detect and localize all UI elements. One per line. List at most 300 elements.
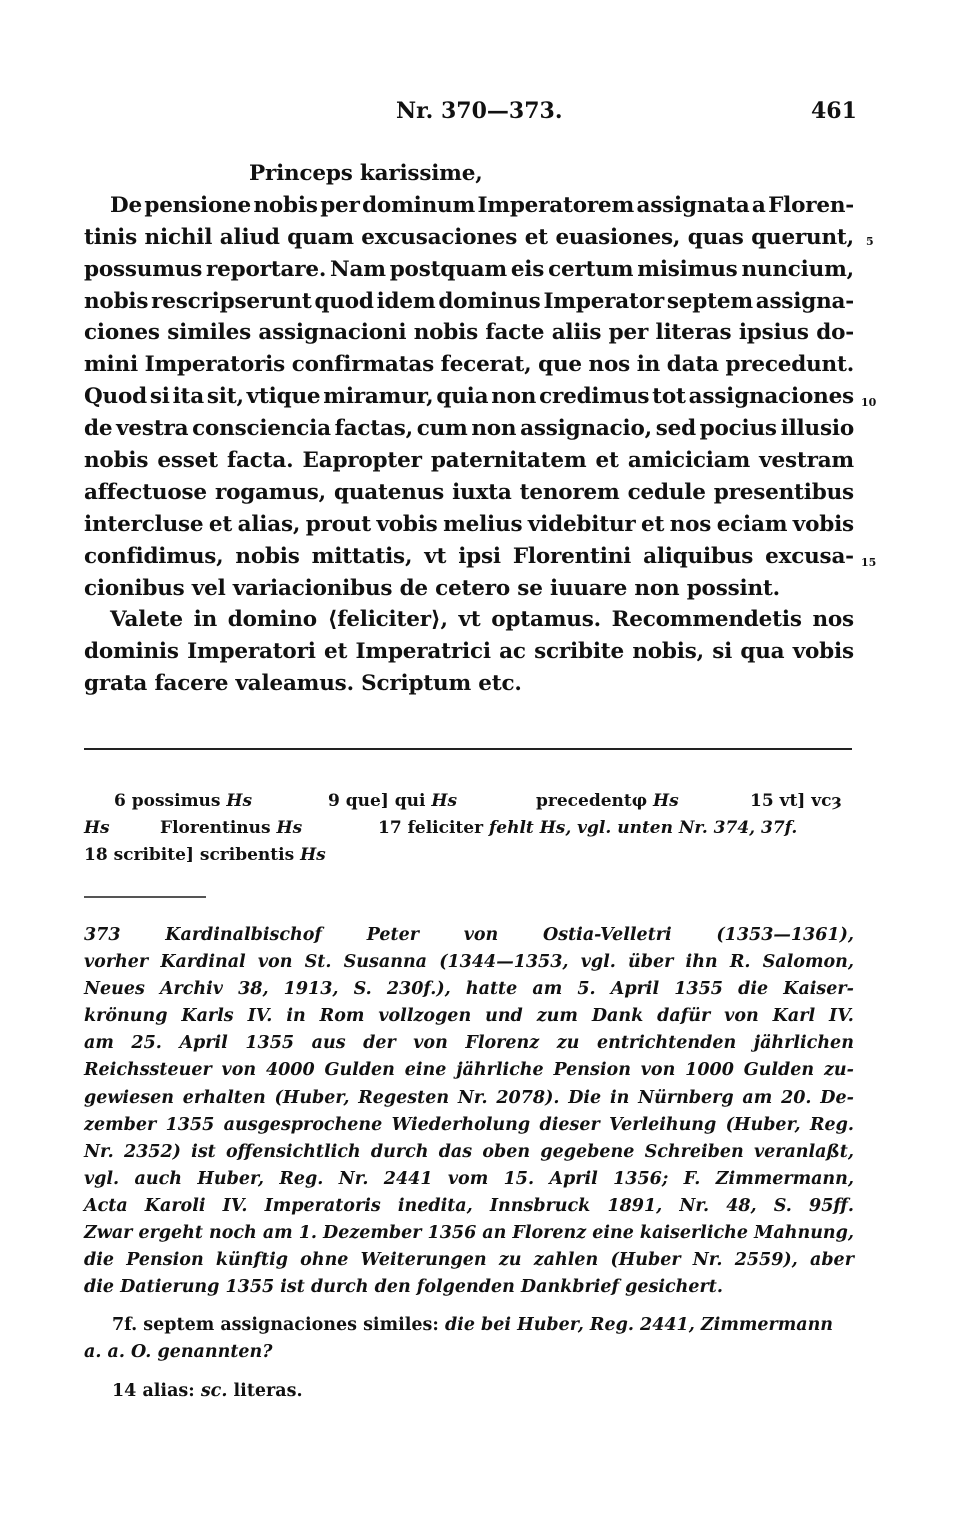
- word: kaiserliche: [639, 1223, 748, 1244]
- commentary-line: [84, 1139, 854, 1166]
- word: IV.: [247, 1006, 273, 1027]
- word: eine: [404, 1060, 447, 1081]
- word: 5.: [577, 979, 596, 1000]
- word: assignacioni: [258, 320, 407, 346]
- word: von: [463, 925, 499, 945]
- note-lemma: 14 alias:: [112, 1381, 195, 1401]
- word: veranlaßt,: [753, 1141, 854, 1162]
- word: per: [608, 320, 649, 346]
- word: zum: [536, 1006, 578, 1027]
- word: Wiederholung: [391, 1114, 531, 1135]
- word: De-: [820, 1087, 854, 1108]
- letter-line: [84, 222, 854, 254]
- note-7f: [84, 1312, 854, 1366]
- word: April: [549, 1168, 598, 1189]
- word: illusio: [780, 416, 854, 442]
- word: et: [324, 639, 348, 665]
- letter-line: [84, 317, 854, 349]
- word: S.: [773, 1195, 792, 1216]
- word: literas: [655, 320, 732, 346]
- word: Imperatoris: [264, 1195, 381, 1216]
- word: aliquibus: [643, 543, 754, 569]
- word: facta.: [227, 448, 294, 474]
- word: noch: [209, 1223, 257, 1244]
- word: in: [193, 607, 218, 633]
- word: possumus: [84, 256, 203, 282]
- word: ipsius: [738, 320, 809, 346]
- word: Valete: [110, 607, 183, 633]
- word: 15.: [503, 1168, 535, 1189]
- word: sed: [655, 416, 696, 442]
- apparatus-note: fehlt Hs, vgl. unten Nr. 374, 37f.: [488, 818, 798, 838]
- word: 2078).: [496, 1087, 560, 1108]
- word: Nr.: [692, 1250, 723, 1271]
- word: Innsbruck: [489, 1195, 591, 1216]
- word: Kardinalbischof: [165, 925, 322, 945]
- note-text: sc.: [200, 1381, 228, 1401]
- word: vgl.: [580, 952, 616, 973]
- apparatus-siglum: Hs: [276, 818, 303, 838]
- word: credimus: [539, 384, 650, 410]
- salutation: Princeps karissime,: [249, 161, 483, 186]
- word: die: [84, 1250, 115, 1271]
- word: non: [491, 384, 537, 410]
- word: rescripserunt: [151, 288, 312, 314]
- word: Florenz: [465, 1033, 540, 1054]
- note-line: [84, 1312, 854, 1339]
- word: Salomon,: [762, 952, 854, 973]
- word: Archiv: [159, 979, 223, 1000]
- word: miramur,: [323, 384, 434, 410]
- apparatus-entry: 17 feliciter: [378, 818, 484, 838]
- word: confirmatas: [291, 352, 434, 378]
- word: ihn: [685, 952, 718, 973]
- word: similes: [167, 320, 251, 346]
- word: nichil: [144, 224, 213, 250]
- word: quam: [287, 224, 354, 250]
- word: Gulden: [743, 1060, 815, 1081]
- apparatus-siglum: Hs: [300, 845, 326, 865]
- word: Schreiben: [644, 1141, 744, 1162]
- word: (Huber: [610, 1250, 681, 1271]
- word: que: [538, 352, 582, 378]
- word: erhalten: [182, 1087, 266, 1108]
- word: et: [208, 511, 233, 537]
- word: von: [221, 1060, 257, 1081]
- word: 25.: [131, 1033, 162, 1054]
- word: Zwar: [84, 1223, 133, 1244]
- word: paternitatem: [430, 448, 587, 474]
- word: Weiterungen: [360, 1250, 487, 1271]
- word: cedule: [627, 479, 706, 505]
- word: 2559),: [734, 1250, 798, 1271]
- letter-line: [84, 413, 854, 445]
- word: April: [610, 979, 660, 1000]
- word: et: [524, 224, 548, 250]
- word: IV.: [829, 1006, 854, 1027]
- word: (1353—1361),: [716, 925, 854, 945]
- word: ita: [172, 384, 204, 410]
- word: April: [179, 1033, 228, 1054]
- word: 1355: [245, 1033, 295, 1054]
- commentary-line: [84, 922, 854, 949]
- word: S.: [353, 979, 372, 1000]
- word: 1356;: [613, 1168, 669, 1189]
- word: (Huber,: [274, 1087, 350, 1108]
- word: 1355: [165, 1114, 215, 1135]
- word: Nr.: [84, 1141, 114, 1162]
- commentary-line: [84, 976, 854, 1003]
- word: dafür: [657, 1006, 711, 1027]
- word: Huber,: [197, 1168, 264, 1189]
- word: pensione: [144, 192, 252, 218]
- word: ⟨feliciter⟩,: [327, 607, 448, 633]
- word: Reg.: [809, 1114, 854, 1135]
- word: am: [742, 1087, 773, 1108]
- word: qua: [740, 639, 785, 665]
- word: vorher: [84, 952, 149, 973]
- word: Imperator: [543, 288, 665, 314]
- word: 230f.),: [386, 979, 451, 1000]
- word: vgl.: [84, 1168, 120, 1189]
- word: querunt,: [751, 224, 854, 250]
- word: Imperatorem: [477, 192, 635, 218]
- word: Quod: [84, 384, 147, 410]
- word: ergeht: [138, 1223, 203, 1244]
- word: postquam: [389, 256, 507, 282]
- word: aliis: [551, 320, 602, 346]
- word: Dank: [591, 1006, 644, 1027]
- apparatus-siglum: Hs: [431, 791, 458, 811]
- commentary-line: [84, 949, 854, 976]
- word: 1.: [298, 1223, 317, 1244]
- word: idem: [376, 288, 436, 314]
- word: esset: [157, 448, 218, 474]
- letter-line: [84, 190, 854, 222]
- word: Reichssteuer: [84, 1060, 212, 1081]
- word: nos: [588, 352, 631, 378]
- closing-line: [84, 636, 854, 668]
- note-line: [84, 1378, 854, 1405]
- letter-line: [84, 254, 854, 286]
- word: non: [471, 416, 517, 442]
- word: 1000: [685, 1060, 734, 1081]
- word: von: [257, 952, 293, 973]
- word: zember: [84, 1114, 157, 1135]
- commentary-line: [84, 1085, 854, 1112]
- word: Peter: [366, 925, 419, 945]
- word: do-: [816, 320, 854, 346]
- word: Rom: [319, 1006, 365, 1027]
- commentary: [84, 922, 854, 1301]
- word: assigna-: [755, 288, 854, 314]
- word: excusa-: [765, 543, 854, 569]
- word: vt: [424, 543, 447, 569]
- word: von: [640, 1060, 676, 1081]
- word: 20.: [781, 1087, 812, 1108]
- word: vtique: [246, 384, 321, 410]
- word: Nr.: [457, 1087, 488, 1108]
- apparatus-entry: 15 vt] vcȝ: [750, 791, 842, 811]
- word: Florenz: [512, 1223, 587, 1244]
- word: offensichtlich: [226, 1141, 361, 1162]
- word: et: [641, 511, 665, 537]
- word: gewiesen: [84, 1087, 174, 1108]
- word: assignacio,: [520, 416, 652, 442]
- page-number: 461: [811, 98, 857, 124]
- word: jährlichen: [753, 1033, 854, 1054]
- word: vollzogen: [378, 1006, 472, 1027]
- word: 1356: [427, 1223, 477, 1244]
- word: factas,: [334, 416, 413, 442]
- word: Verleihung: [609, 1114, 717, 1135]
- word: 2441: [383, 1168, 433, 1189]
- word: rogamus,: [214, 479, 326, 505]
- word: vestra: [116, 416, 189, 442]
- line-number-15: 15: [861, 556, 877, 569]
- letter-line: [84, 381, 854, 413]
- short-separator: [84, 896, 206, 898]
- word: und: [485, 1006, 523, 1027]
- word: confidimus,: [84, 543, 224, 569]
- word: euasiones,: [555, 224, 681, 250]
- separator-rule: [84, 748, 852, 750]
- word: nuncium,: [741, 256, 854, 282]
- commentary-line: [84, 1030, 854, 1057]
- word: Kaiser-: [783, 979, 854, 1000]
- word: Reg.: [279, 1168, 324, 1189]
- word: nobis: [413, 320, 478, 346]
- letter-line: [84, 541, 854, 573]
- word: der: [363, 1033, 396, 1054]
- word: pocius: [699, 416, 777, 442]
- word: vom: [447, 1168, 489, 1189]
- word: ac: [499, 639, 526, 665]
- apparatus-siglum: Hs: [226, 791, 253, 811]
- word: (Huber,: [725, 1114, 801, 1135]
- letter-line: [84, 286, 854, 318]
- line-number-5: 5: [866, 235, 874, 248]
- word: 373: [84, 925, 121, 945]
- word: melius: [443, 511, 523, 537]
- word: dominus: [438, 288, 541, 314]
- commentary-line: [84, 1112, 854, 1139]
- word: in: [636, 352, 661, 378]
- word: Pension: [126, 1250, 204, 1271]
- word: eine: [592, 1223, 634, 1244]
- commentary-line: [84, 1220, 854, 1247]
- word: cum: [416, 416, 468, 442]
- word: 48,: [726, 1195, 757, 1216]
- word: am: [532, 979, 563, 1000]
- word: facte: [485, 320, 545, 346]
- word: Nam: [330, 256, 386, 282]
- note-lemma: 7f. septem assignaciones similes:: [112, 1315, 439, 1335]
- word: Zimmermann,: [715, 1168, 854, 1189]
- word: assignaciones: [688, 384, 854, 410]
- word: dominis: [84, 639, 179, 665]
- word: excusaciones: [361, 224, 518, 250]
- word: eis: [510, 256, 545, 282]
- apparatus-entry: 18 scribite] scribentis: [84, 845, 295, 865]
- word: vobis: [792, 639, 854, 665]
- word: eciam: [716, 511, 788, 537]
- letter-line: [84, 477, 854, 509]
- word: nobis: [84, 448, 149, 474]
- word: ohne: [300, 1250, 349, 1271]
- word: 1913,: [283, 979, 339, 1000]
- running-head-number-range: Nr. 370—373.: [396, 98, 563, 124]
- word: (1344—1353,: [439, 952, 569, 973]
- word: presentibus: [713, 479, 854, 505]
- word: si: [712, 639, 733, 665]
- word: entrichtenden: [596, 1033, 737, 1054]
- word: 1891,: [607, 1195, 663, 1216]
- word: consciencia: [192, 416, 331, 442]
- commentary-line: [84, 1193, 854, 1220]
- word: zu: [498, 1250, 522, 1271]
- word: ausgesprochene: [223, 1114, 383, 1135]
- word: IV.: [222, 1195, 248, 1216]
- word: Die: [568, 1087, 602, 1108]
- word: quod: [314, 288, 374, 314]
- word: Florentini: [512, 543, 632, 569]
- word: mini: [84, 352, 138, 378]
- word: in: [286, 1006, 306, 1027]
- word: Regesten: [358, 1087, 450, 1108]
- commentary-line: [84, 1247, 854, 1274]
- word: künftig: [215, 1250, 288, 1271]
- word: Recommendetis: [611, 607, 802, 633]
- word: dieser: [539, 1114, 600, 1135]
- word: Dezember: [323, 1223, 422, 1244]
- apparatus-line: [84, 815, 854, 842]
- word: über: [628, 952, 674, 973]
- word: Eapropter: [302, 448, 422, 474]
- word: tinis: [84, 224, 138, 250]
- word: Karl: [772, 1006, 816, 1027]
- word: hatte: [465, 979, 518, 1000]
- word: tenorem: [519, 479, 620, 505]
- word: am: [84, 1033, 114, 1054]
- word: De: [110, 192, 142, 218]
- word: die: [738, 979, 769, 1000]
- word: nos: [669, 511, 712, 537]
- word: Susanna: [343, 952, 428, 973]
- word: quatenus: [334, 479, 445, 505]
- letter-line: [84, 349, 854, 381]
- word: nobis: [253, 192, 318, 218]
- apparatus-siglum: Hs: [653, 791, 679, 811]
- line-number-10: 10: [861, 396, 877, 409]
- commentary-line: [84, 1003, 854, 1030]
- word: Karls: [181, 1006, 234, 1027]
- word: R.: [729, 952, 751, 973]
- word: zahlen: [533, 1250, 599, 1271]
- word: sit,: [206, 384, 244, 410]
- apparatus-entry: precedentφ: [536, 791, 648, 811]
- closing-line: [84, 604, 854, 636]
- word: von: [724, 1006, 759, 1027]
- word: ist: [191, 1141, 216, 1162]
- word: domino: [227, 607, 317, 633]
- word: videbitur: [527, 511, 636, 537]
- word: zu-: [823, 1060, 854, 1081]
- word: Mahnung,: [754, 1223, 854, 1244]
- letter-line: cionibus vel variacionibus de cetero se iuuare non possint.: [84, 575, 780, 601]
- word: prout: [305, 511, 371, 537]
- letter-line: [84, 445, 854, 477]
- note-14: [84, 1378, 854, 1405]
- word: Nr.: [338, 1168, 369, 1189]
- word: de: [84, 416, 113, 442]
- word: vobis: [376, 511, 438, 537]
- word: et: [595, 448, 619, 474]
- word: optamus.: [491, 607, 601, 633]
- word: intercluse: [84, 511, 204, 537]
- word: an: [482, 1223, 507, 1244]
- word: dominum: [362, 192, 475, 218]
- word: Ostia-Velletri: [543, 925, 672, 945]
- word: Acta: [84, 1195, 128, 1216]
- word: 95ff.: [809, 1195, 854, 1216]
- word: precedunt.: [725, 352, 854, 378]
- word: nobis,: [632, 639, 704, 665]
- word: amiciciam: [627, 448, 751, 474]
- word: zu: [556, 1033, 580, 1054]
- critical-apparatus: [84, 788, 854, 869]
- apparatus-line: [84, 842, 854, 869]
- word: gegebene: [540, 1141, 635, 1162]
- word: data: [666, 352, 719, 378]
- word: am: [262, 1223, 293, 1244]
- apparatus-entry: 6 possimus: [114, 791, 221, 811]
- word: 38,: [238, 979, 269, 1000]
- word: 2352): [123, 1141, 181, 1162]
- word: St.: [304, 952, 332, 973]
- word: alias,: [237, 511, 301, 537]
- word: 4000: [265, 1060, 315, 1081]
- word: Nürnberg: [638, 1087, 734, 1108]
- word: si: [149, 384, 170, 410]
- word: mittatis,: [311, 543, 413, 569]
- word: F.: [683, 1168, 701, 1189]
- word: das: [438, 1141, 473, 1162]
- commentary-line: [84, 1057, 854, 1084]
- word: Nr.: [679, 1195, 710, 1216]
- apparatus-line: [84, 788, 854, 815]
- word: vt: [458, 607, 481, 633]
- word: assignata: [636, 192, 750, 218]
- word: Imperatoris: [144, 352, 286, 378]
- note-text: die bei Huber, Reg. 2441, Zimmermann: [444, 1315, 834, 1335]
- word: fecerat,: [440, 352, 532, 378]
- word: nobis: [84, 288, 149, 314]
- word: scribite: [534, 639, 624, 665]
- word: ciones: [84, 320, 160, 346]
- word: tot: [652, 384, 686, 410]
- word: krönung: [84, 1006, 168, 1027]
- word: affectuose: [84, 479, 207, 505]
- word: Imperatori: [187, 639, 316, 665]
- word: auch: [134, 1168, 182, 1189]
- word: nos: [812, 607, 854, 633]
- word: certum: [548, 256, 634, 282]
- word: vobis: [792, 511, 854, 537]
- letter-line: [84, 509, 854, 541]
- word: vestram: [759, 448, 854, 474]
- word: Kardinal: [160, 952, 246, 973]
